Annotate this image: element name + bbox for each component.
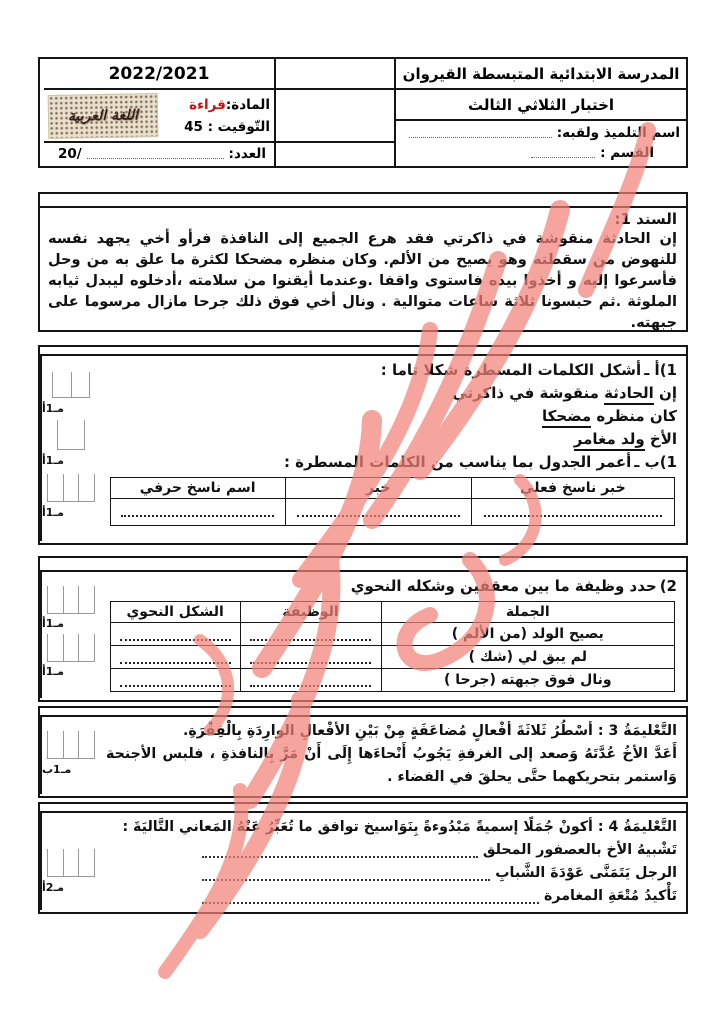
subject-label: المادة: (225, 96, 270, 113)
column-header: خبر (285, 478, 471, 499)
score-label: العدد: (228, 146, 266, 162)
question-number: 1)ب ـ (634, 453, 677, 471)
question-text: أعمر الجدول بما يناسب من الكلمات المسطرة : (283, 453, 632, 471)
sentence-cell: ونال فوق جبهته (جرحا ) (381, 669, 674, 692)
school-name: المدرسة الابتدائية المتبسطة القيروان (396, 59, 686, 90)
answer-cell (240, 669, 381, 692)
separator-strip (40, 804, 686, 813)
arabic-language-stamp (48, 93, 159, 139)
answer-cell (110, 669, 240, 692)
question3-paragraph: أَعَدَّ الأخُ عُدَّتَهُ وَصعد إلى الغرفةِ يَجُوبُ أَنْحاءَها إِلَى أَنْ مَرَّ بِالنافذةِ ، فلبس الأجنحة وَاستمر بتحريكهما حتَّى يحلقَ في الفضاء . (106, 746, 677, 785)
empty-cell (276, 59, 394, 90)
question1b-label (106, 451, 677, 474)
time-label: التّوقيت : 45 (184, 118, 270, 135)
answer-line (197, 839, 677, 862)
answer-dots (202, 856, 478, 858)
score-total: /20 (58, 146, 82, 162)
question1-score-column (40, 356, 100, 541)
question4-score-column (40, 813, 100, 910)
question-number: 1)أ ـ (644, 361, 677, 379)
table-header-row (110, 602, 674, 623)
separator-strip (40, 708, 686, 717)
underlined-word: مضحكا (542, 407, 591, 428)
score-box (47, 474, 95, 502)
question4-label: التَّعْليمَةُ 4 : أكونْ جُمَلًا إسميةً مَبْدُوءةً بِنَوَاسيخ توافق ما تُعَبِّرُ عَنْهُ المَعاني التَّاليَةَ : (122, 819, 677, 835)
score-box (47, 849, 95, 877)
question2-box (38, 556, 688, 702)
underlined-word: الحادثة (604, 384, 654, 405)
question2-score-column (40, 572, 100, 698)
underlined-word: ولد مغامر (574, 430, 645, 451)
subject-cell (44, 90, 274, 143)
criterion-label: مـ1أ (42, 506, 64, 519)
answer-dots (202, 902, 539, 904)
vocalize-line: إن الحادثة منقوشة في ذاكرتي (106, 382, 677, 405)
exam-title: اختبار الثلاثي الثالث (396, 90, 686, 121)
table-row (110, 669, 674, 692)
header-table (38, 57, 688, 168)
question2-label (106, 575, 677, 598)
meaning-text: تَأْكيدُ مُتْعَةِ المغامرة (544, 888, 677, 904)
question2-content (100, 572, 686, 698)
criterion-label: مـ1أ (42, 665, 64, 678)
score-field (87, 158, 224, 159)
table-row (110, 646, 674, 669)
criterion-label: مـ2أ (42, 881, 64, 894)
table-row (110, 623, 674, 646)
answer-cell (285, 499, 471, 526)
answer-cell (240, 623, 381, 646)
answer-cell (110, 499, 285, 526)
text-title: السند 1: (614, 210, 677, 228)
column-header: الجملة (381, 602, 674, 623)
column-header: خبر ناسخ فعلي (471, 478, 674, 499)
student-name-field (409, 137, 552, 138)
question2-table (110, 601, 675, 692)
column-header: اسم ناسخ حرفي (110, 478, 285, 499)
column-header: الشكل النحوي (110, 602, 240, 623)
question-text: أشكل الكلمات المسطرة شكلا تاما : (380, 361, 642, 379)
school-year: 2022/2021 (44, 59, 274, 90)
class-field (531, 157, 595, 158)
separator-strip (40, 194, 686, 208)
header-middle-column (274, 59, 394, 166)
header-right-column (394, 59, 686, 166)
question3-box (38, 706, 688, 798)
question3-content (100, 717, 686, 794)
question-text: حدد وظيفة ما بين معقفين وشكله النحوي (350, 577, 657, 595)
answer-cell (110, 646, 240, 669)
answer-dots (202, 879, 490, 881)
sentence-cell: يصيح الولد (من الألم ) (381, 623, 674, 646)
score-box (47, 731, 95, 759)
reading-text-box (38, 192, 688, 332)
score-box (52, 372, 90, 398)
criterion-label: مـ1أ (42, 617, 64, 630)
question4-box (38, 802, 688, 914)
meaning-text: الرجل يَتَمَنَّى عَوْدَةَ الشَّبابِ (495, 865, 677, 881)
class-label: القسم : (600, 145, 654, 161)
question-number: 2) (659, 577, 677, 595)
student-name-label: اسم التلميذ ولقبه: (556, 125, 680, 141)
student-info-cell (396, 121, 686, 166)
table-header-row (110, 478, 674, 499)
answer-cell (471, 499, 674, 526)
answer-line (197, 862, 677, 885)
question1a-label (106, 359, 677, 382)
score-box (47, 586, 95, 614)
column-header: الوظيفة (240, 602, 381, 623)
empty-cell (276, 90, 394, 143)
score-box (47, 634, 95, 662)
text-body: إن الحادثة منقوشة في ذاكرتي فقد هرع الجميع إلى النافذة فرأو أخي يجهد نفسه للنهوض من سقطته وهو يصيح من الألم. وكان منظره مضحكا لكثرة ما علق به من وحل فأسرعوا إليه و أخذوا بيده فاستوى واقفا .وعندما أيقنوا من سلامته ،أدخلوه ليبدل ثيابه الملوثة .ثم حبسونا ثلاثة ساعات متوالية . ونال أخي فوق ذلك جرحا مازال مرسوما على جبهته. (48, 230, 677, 331)
separator-strip (40, 558, 686, 572)
meaning-text: تَشْبيهُ الأخ بالعصفور المحلق (482, 842, 677, 858)
answer-cell (240, 646, 381, 669)
criterion-label: مـ1ب (42, 763, 72, 776)
separator-strip (40, 347, 686, 356)
score-cell (44, 143, 274, 166)
sentence-cell: لم يبق لي (شك ) (381, 646, 674, 669)
question1-box (38, 345, 688, 545)
question3-score-column (40, 717, 100, 794)
vocalize-line: كان منظره مضحكا (106, 405, 677, 428)
score-box (57, 420, 85, 450)
criterion-label: مـ1أ (42, 454, 64, 467)
criterion-label: مـ1أ (42, 402, 64, 415)
empty-cell (276, 143, 394, 166)
vocalize-line: الأخ ولد مغامر (106, 428, 677, 451)
stamp-text: اللغة العربية (67, 106, 139, 125)
reading-text (40, 208, 686, 335)
question3-label: التَّعْليمَةُ 3 : أسْطُرُ ثَلاثَةَ أفْعالٍ مُضاعَفَةٍ مِنْ بَيْنِ الأفْعالِ الوارِدَةِ بِالْفِقْرَةِ. (182, 723, 677, 739)
answer-cell (110, 623, 240, 646)
question4-content (100, 813, 686, 910)
question1-content (100, 356, 686, 541)
answer-line (197, 885, 677, 908)
table-answer-row (110, 499, 674, 526)
header-left-column (44, 59, 274, 166)
question1b-table (110, 477, 675, 526)
subject-value: قراءة (189, 96, 226, 113)
